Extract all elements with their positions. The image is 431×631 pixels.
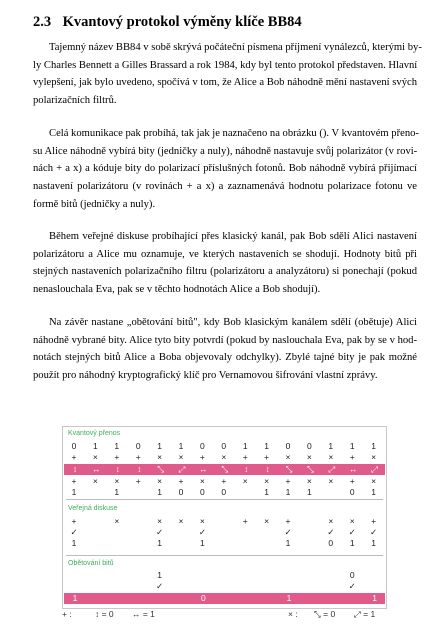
figure-cell: ↔ [92,464,101,474]
figure-cell: × [328,516,334,526]
figure-cell: ✓ [348,527,356,537]
figure-cell: 0 [221,487,227,497]
figure-cell: 1 [157,538,162,548]
paragraph-line: Na závěr nastane „obětování bitů", kdy Bob klasickým kanálem sdělí (obětuje) Alici [49,317,417,328]
figure-cell: 0 [71,441,77,451]
paragraph-line: stejných nastaveních polarizačního filtru (polarizátoru a analyzátoru) si ponechají (pokud [33,266,417,278]
figure-cell: × [157,452,163,462]
figure-cell: ⤡ [306,464,314,474]
legend-diag-fwd: ⤢ = 1 [354,609,376,619]
figure-cell: + [135,476,141,486]
figure-cell: 0 [201,593,206,603]
figure-cell: ✓ [284,527,292,537]
figure-cell: ✓ [348,581,356,591]
figure-cell: 1 [93,441,98,451]
figure-cell: 1 [114,487,120,497]
paragraph-3 [33,228,417,299]
figure-cell: + [285,476,291,486]
figure-row-sacrificed [63,570,386,581]
figure-row-alice-bases [63,452,386,463]
figure-cell: + [285,516,291,526]
figure-cell: 1 [285,487,291,497]
paragraph-line: notách stejných bitů Alice a Boba objevovaly odchylky). Zbylé tajné bity je pak možné [33,352,417,364]
figure-cell: 1 [372,593,377,603]
legend-vertical: ↕ = 0 [95,609,114,619]
figure-cell: + [199,452,205,462]
paragraph-line: nastavení polarizátoru (v rovinách + a x) a zaznamenává hodnotu polarizace fotonu ve [33,181,417,193]
paragraph-line: Během veřejné diskuse probíhající přes klasický kanál, pak Bob sdělí Alici nastavení [49,231,417,242]
figure-cell: 0 [200,441,205,451]
figure-cell: ↕ [265,464,270,474]
figure-legend [62,609,387,623]
figure-row-confirm [63,527,386,538]
figure-cell: × [92,476,98,486]
figure-cell: 1 [349,441,355,451]
figure-cell: 1 [264,487,269,497]
figure-cell: 0 [307,441,312,451]
figure-cell: + [71,516,77,526]
figure-cell: × [328,476,334,486]
figure-cell: + [242,452,248,462]
figure-cell: ⤡ [221,464,229,474]
figure-row-key [64,593,385,604]
figure-cell: × [157,476,163,486]
paragraph-line: Celá komunikace pak probíhá, tak jak je naznačeno na obrázku (). V kvantovém přeno- [49,128,419,139]
figure-cell: × [114,516,120,526]
figure-divider [66,555,383,556]
bb84-figure [62,426,387,609]
figure-cell: ✓ [198,527,206,537]
figure-cell: 1 [371,441,376,451]
figure-cell: 1 [328,441,334,451]
section-label-public: Veřejná diskuse [68,505,118,512]
figure-cell: × [114,476,120,486]
figure-row-bob-announce [63,516,386,527]
figure-cell: × [264,516,270,526]
figure-cell: + [349,452,355,462]
paragraph-line: náhodně vybrané bity. Alice tyto bity potvrdí (pokud by naslouchala Eva, pak by se v hod- [33,334,417,346]
figure-cell: 1 [264,441,269,451]
figure-cell: × [157,516,163,526]
figure-cell: 0 [349,487,355,497]
figure-cell: × [264,476,270,486]
figure-cell: ↔ [199,464,208,474]
section-label-sacrifice: Obětování bitů [68,560,114,567]
figure-cell: 1 [242,441,248,451]
figure-cell: ⤢ [328,464,336,474]
section-number: 2.3 [33,14,52,30]
figure-cell: 1 [200,538,205,548]
paragraph-line: ly Charles Bennett a Gilles Brassard a rok 1984, kdy byl tento protokol představen. Hlavní [33,59,418,71]
figure-cell: × [306,452,312,462]
paragraph-line: polarizátoru a Alice mu oznamuje, ve kterých nastaveních se shodují. Hodnoty bitů při [33,248,417,260]
figure-cell: 0 [135,441,141,451]
figure-cell: ↕ [115,464,120,474]
figure-cell: 0 [285,441,291,451]
figure-row-photons [64,464,385,475]
figure-cell: × [371,452,377,462]
paragraph-2 [33,125,417,214]
figure-cell: × [92,452,98,462]
figure-cell: × [285,452,291,462]
figure-cell: 1 [371,487,376,497]
figure-row-sac-confirm [63,581,386,592]
figure-cell: 1 [178,441,184,451]
figure-cell: 0 [349,570,355,580]
section-heading [33,13,302,31]
figure-cell: 1 [71,538,77,548]
paragraph-line: vylepšení, jak bylo uvedeno, spočívá v tom, že Alice a Bob náhodně mění nastavení svých [33,77,417,89]
figure-cell: 1 [71,487,77,497]
figure-cell: 1 [371,538,376,548]
figure-divider [66,499,383,500]
figure-cell: ↕ [244,464,249,474]
figure-cell: + [371,516,377,526]
figure-cell: × [199,476,205,486]
section-label-quantum: Kvantový přenos [68,430,121,437]
figure-cell: ↕ [137,464,142,474]
figure-cell: + [264,452,270,462]
legend-plus: + : [62,609,72,619]
figure-cell: ⤢ [371,464,378,474]
paragraph-4 [33,314,417,385]
figure-cell: + [71,452,77,462]
figure-cell: ✓ [370,527,378,537]
figure-cell: 0 [200,487,205,497]
figure-cell: + [135,452,141,462]
paragraph-line: su Alice náhodně vybírá bity (jedničky a nuly), náhodně nastavuje svůj polarizátor (v rovi- [33,145,418,157]
figure-cell: + [242,516,248,526]
figure-cell: × [178,452,184,462]
figure-cell: + [178,476,184,486]
figure-cell: ↕ [72,464,78,474]
figure-cell: ⤢ [178,464,186,474]
figure-cell: + [349,476,355,486]
figure-cell: × [328,452,334,462]
figure-row-bob-bases [63,476,386,487]
figure-cell: 1 [307,487,312,497]
paragraph-line: polarizačních filtrů. [33,95,117,107]
figure-cell: × [221,452,227,462]
figure-cell: 1 [157,570,162,580]
figure-cell: ⤡ [157,464,164,474]
figure-cell: 0 [178,487,184,497]
paragraph-line: nenaslouchala Eva, pak se v těchto hodnotách Alice a Bob shodují). [33,284,321,296]
figure-cell: × [199,516,205,526]
figure-cell: 1 [114,441,120,451]
figure-cell: ⤡ [285,464,293,474]
figure-cell: + [221,476,227,486]
paragraph-line: formě bitů (jedničky a nuly). [33,198,156,210]
figure-cell: 1 [286,593,292,603]
figure-cell: ✓ [327,527,335,537]
paragraph-line: Tajemný název BB84 v sobě skrývá počáteční písmena příjmení vynálezců, kterými by- [49,42,422,53]
figure-cell: 1 [349,538,355,548]
figure-cell: 1 [285,538,291,548]
figure-cell: × [306,476,312,486]
figure-cell: ↔ [348,464,358,474]
figure-cell: 0 [221,441,227,451]
figure-cell: 1 [72,593,78,603]
legend-cross: × : [288,609,298,619]
paragraph-line: použít pro náhodný kryptografický klíč pro Vernamovou šifrování vlastní zprávy. [33,370,378,382]
figure-cell: × [371,476,377,486]
paragraph-1 [33,39,422,110]
figure-cell: + [114,452,120,462]
figure-row-bob-bits [63,487,386,498]
figure-row-alice-bits [63,441,386,452]
figure-cell: + [71,476,77,486]
section-title: Kvantový protokol výměny klíče BB84 [62,14,302,30]
figure-row-shared-bits [63,538,386,549]
figure-cell: ✓ [70,527,78,537]
figure-cell: ✓ [156,527,164,537]
figure-cell: × [349,516,355,526]
figure-cell: 1 [157,487,162,497]
paragraph-line: nách + a x) a kóduje bity do polarizací příslušných fotonů. Bob náhodně vybírá přijímací [33,163,417,175]
figure-cell: ✓ [156,581,164,591]
legend-diag-back: ⤡ = 0 [314,609,336,619]
figure-cell: 0 [328,538,334,548]
legend-horizontal: ↔ = 1 [132,609,155,619]
figure-cell: 1 [157,441,162,451]
figure-cell: × [242,476,248,486]
figure-cell: × [178,516,184,526]
